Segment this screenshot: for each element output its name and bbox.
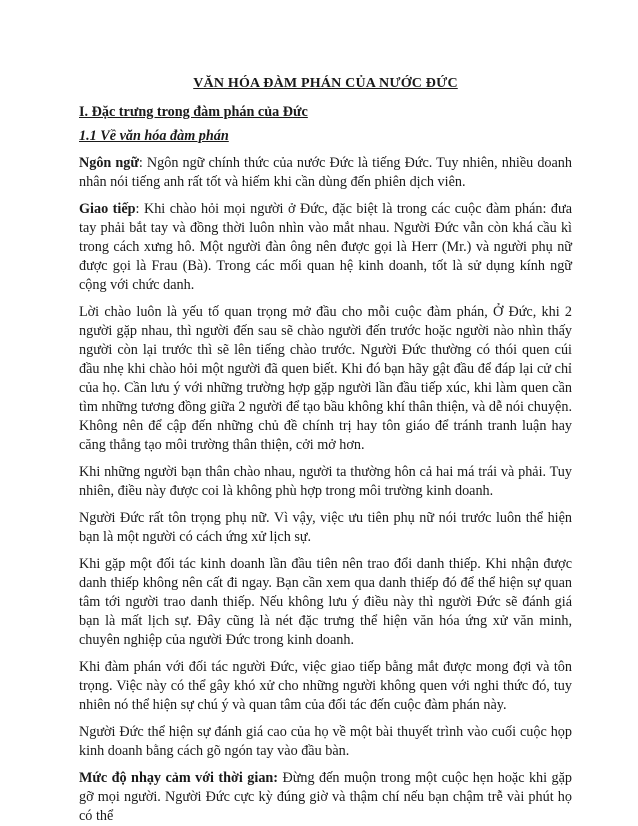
section-heading: I. Đặc trưng trong đàm phán của Đức [79, 104, 308, 120]
paragraph-communication [79, 200, 572, 295]
paragraph-close-friends: Khi những người bạn thân chào nhau, người ta thường hôn cả hai má trái và phải. Tuy nhiên, điều này được coi là không phù hợp trong môi trường kinh doanh. [79, 464, 572, 499]
paragraph-greeting: Lời chào luôn là yếu tố quan trọng mở đầu cho mỗi cuộc đàm phán, Ở Đức, khi 2 người gặp nhau, thì người đến sau sẽ chào người đến trước hoặc người nào nhìn thấy người còn lại trước thì sẽ lên tiếng chào trước. Người Đức thường có thói quen cúi đầu nhẹ khi chào hỏi một người đã quen biết. Khi đó bạn hãy gật đầu để đáp lại cử chỉ của họ. Cần lưu ý với những trường hợp gặp người lần đầu tiếp xúc, khi làm quen cần tìm những tương đồng giữa 2 người để tạo bầu không khí thân thiện, và dễ nói chuyện. Không nên để cập đến những chủ đề chính trị hay tôn giáo để tránh tranh luận hay căng thẳng tạo môi trường thân thiện, cởi mở hơn. [79, 304, 572, 453]
paragraph-lead: Ngôn ngữ [79, 155, 139, 171]
paragraph-time-sensitivity [79, 769, 572, 826]
paragraph-text: : Ngôn ngữ chính thức của nước Đức là tiếng Đức. Tuy nhiên, nhiều doanh nhân nói tiếng anh rất tốt và hiếm khi cần dùng đến phiên dịch viên. [79, 155, 572, 190]
paragraph-text: : Khi chào hỏi mọi người ở Đức, đặc biệt là trong các cuộc đàm phán: đưa tay phải bắt tay và đồng thời luôn nhìn vào mắt nhau. Người Đức vẫn còn khá cầu kì trong cách xưng hô. Một người đàn ông nên được gọi là Herr (Mr.) và người phụ nữ được gọi là Frau (Bà). Trong các mối quan hệ kinh doanh, tốt là sử dụng kính ngữ cộng với chức danh. [79, 201, 572, 293]
paragraph-language [79, 154, 572, 192]
paragraph-lead: Mức độ nhạy cảm với thời gian: [79, 770, 279, 786]
document-title: VĂN HÓA ĐÀM PHÁN CỦA NƯỚC ĐỨC [193, 76, 458, 91]
paragraph-text: Đừng đến muộn trong một cuộc hẹn hoặc khi gặp gỡ mọi người. Người Đức cực kỳ đúng giờ và thậm chí nếu bạn chậm trễ vài phút họ có thể [79, 770, 572, 824]
paragraph-lead: Giao tiếp [79, 201, 136, 217]
paragraph-respect-women: Người Đức rất tôn trọng phụ nữ. Vì vậy, việc ưu tiên phụ nữ nói trước luôn thể hiện bạn là một người có cách ứng xử lịch sự. [79, 510, 572, 545]
paragraph-appreciation: Người Đức thể hiện sự đánh giá cao của họ về một bài thuyết trình vào cuối cuộc họp kinh doanh bằng cách gõ ngón tay vào đầu bàn. [79, 724, 572, 759]
paragraph-eye-contact: Khi đàm phán với đối tác người Đức, việc giao tiếp bằng mắt được mong đợi và tôn trọng. Việc này có thể gây khó xử cho những người không quen với nghi thức đó, tuy nhiên nó thể hiện sự chú ý và quan tâm của đối tác đến cuộc đàm phán này. [79, 659, 572, 713]
paragraph-business-card: Khi gặp một đối tác kinh doanh lần đầu tiên nên trao đổi danh thiếp. Khi nhận được danh thiếp không nên cất đi ngay. Bạn cần xem qua danh thiếp đó để thể hiện sự quan tâm tới người trao danh thiếp. Nếu không lưu ý điều này thì người Đức sẽ đánh giá bạn là mất lịch sự. Đây cũng là nét đặc trưng thể hiện văn hóa ứng xử văn minh, chuyên nghiệp của người Đức trong kinh doanh. [79, 556, 572, 648]
subsection-heading: 1.1 Về văn hóa đàm phán [79, 128, 229, 144]
